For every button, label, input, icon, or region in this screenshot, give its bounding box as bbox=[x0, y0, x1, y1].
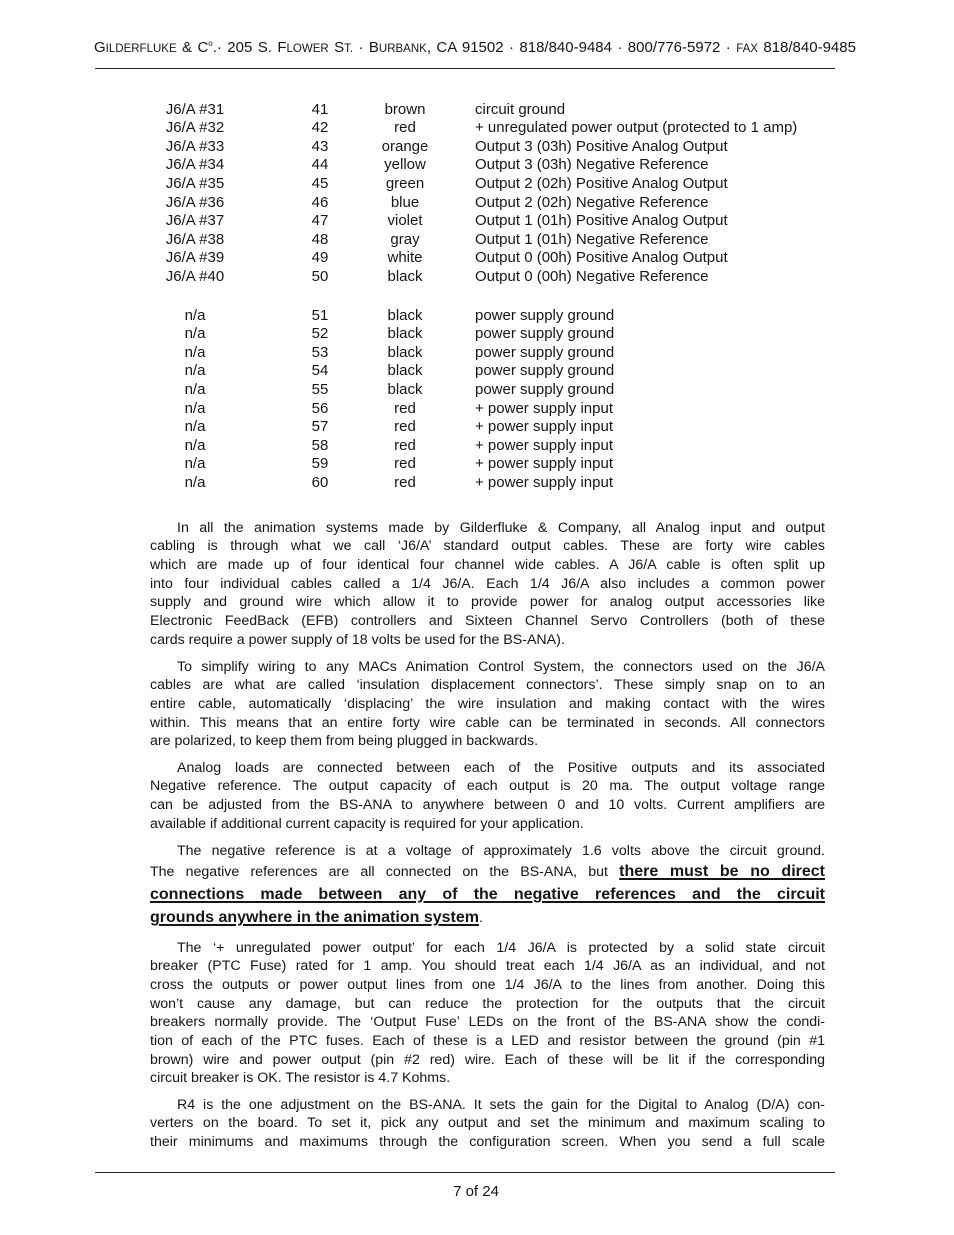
pin-number: 53 bbox=[311, 343, 329, 361]
pin-function: power supply ground bbox=[475, 362, 615, 380]
header-smallcaps-text: URBANK bbox=[378, 43, 427, 55]
pin-number: 57 bbox=[311, 418, 329, 436]
line-text: Negative reference. The output capacity of each output is 20 ma. The output voltage range bbox=[150, 778, 825, 795]
paragraph-line bbox=[150, 1114, 825, 1133]
pin-number: 47 bbox=[311, 212, 329, 230]
pin-function: Output 2 (02h) Positive Analog Output bbox=[475, 175, 728, 193]
pin-connector: J6/A #32 bbox=[165, 119, 225, 137]
paragraph-line bbox=[150, 519, 825, 538]
paragraph-line bbox=[150, 1051, 825, 1070]
pin-connector: n/a bbox=[184, 325, 206, 343]
paragraph-line bbox=[150, 658, 825, 677]
table-row bbox=[0, 400, 954, 419]
pin-number: 55 bbox=[311, 381, 329, 399]
pin-number: 60 bbox=[311, 474, 329, 492]
wire-color: black bbox=[387, 362, 423, 380]
pin-connector: n/a bbox=[184, 474, 206, 492]
pin-function: + power supply input bbox=[475, 436, 614, 454]
table-row bbox=[0, 138, 954, 157]
wire-color: red bbox=[394, 474, 416, 492]
header-smallcaps-text: FAX bbox=[736, 43, 758, 55]
header-smallcaps-text: LOWER bbox=[286, 43, 329, 55]
table-row bbox=[0, 156, 954, 175]
pin-number: 59 bbox=[311, 455, 329, 473]
paragraph-line bbox=[150, 883, 825, 906]
wire-color: red bbox=[394, 399, 416, 417]
paragraph-line bbox=[150, 815, 825, 834]
pin-connector: J6/A #36 bbox=[165, 193, 225, 211]
line-text: breaker (PTC Fuse) rated for 1 amp. You should treat each 1/4 J6/A as an individual, and not bbox=[150, 958, 825, 975]
paragraph-line bbox=[150, 1133, 825, 1152]
table-row bbox=[0, 325, 954, 344]
line-text: The negative references are all connected on the BS-ANA, but bbox=[150, 864, 620, 881]
paragraph-line bbox=[150, 1032, 825, 1051]
line-text: their minimums and maximums through the configuration screen. When you send a full scale bbox=[150, 1133, 825, 1150]
line-text: cables are what are called ‘insulation displacement connectors’. These simply snap on to an bbox=[150, 677, 825, 694]
line-text: are polarized, to keep them from being plugged in backwards. bbox=[150, 733, 539, 750]
wire-color: black bbox=[387, 343, 423, 361]
pin-function: Output 1 (01h) Negative Reference bbox=[475, 230, 709, 248]
header-text: 818/840-9485 bbox=[757, 39, 856, 56]
table-row bbox=[0, 175, 954, 194]
line-text: circuit breaker is OK. The resistor is 4.7 Kohms. bbox=[150, 1070, 451, 1087]
wire-color: yellow bbox=[384, 156, 426, 174]
header-text: B bbox=[368, 39, 379, 56]
header-text: & C bbox=[176, 39, 209, 56]
header-rule bbox=[95, 68, 835, 69]
line-text: The ‘+ unregulated power output’ for each 1/4 J6/A is protected by a solid state circuit bbox=[177, 939, 825, 956]
paragraph-line bbox=[150, 612, 825, 631]
wire-color: black bbox=[387, 268, 423, 286]
paragraph-line bbox=[150, 796, 825, 815]
line-text: To simplify wiring to any MACs Animation Control System, the connectors used on the J6/A bbox=[177, 658, 825, 675]
paragraph-line bbox=[150, 1013, 825, 1032]
line-text: brown) wire and power output (pin #2 red) wire. Each of these will be lit if the corresponding bbox=[150, 1051, 825, 1068]
line-text: breakers normally provide. The ‘Output Fuse’ LEDs on the front of the BS-ANA show the condi- bbox=[150, 1014, 825, 1031]
wire-color: black bbox=[387, 306, 423, 324]
table-row bbox=[0, 362, 954, 381]
header-smallcaps-text: T. bbox=[344, 43, 354, 55]
table-row bbox=[0, 344, 954, 363]
wire-color: orange bbox=[381, 137, 429, 155]
line-text: available if additional current capacity is required for your application. bbox=[150, 815, 584, 832]
pin-connector: J6/A #37 bbox=[165, 212, 225, 230]
line-text: cross the outputs or power output lines from one 1/4 J6/A to the lines from another. Doing this bbox=[150, 976, 825, 993]
table-row bbox=[0, 268, 954, 287]
pin-group bbox=[0, 101, 954, 287]
header-text: · bbox=[353, 39, 369, 56]
paragraph-line bbox=[150, 842, 825, 861]
wire-color: red bbox=[394, 455, 416, 473]
wire-color: black bbox=[387, 325, 423, 343]
pin-number: 46 bbox=[311, 193, 329, 211]
pin-number: 45 bbox=[311, 175, 329, 193]
pin-connector: n/a bbox=[184, 362, 206, 380]
pin-connector: J6/A #35 bbox=[165, 175, 225, 193]
line-text: can be adjusted from the BS-ANA to anywhere between 0 and 10 volts. Current amplifiers are bbox=[150, 796, 825, 813]
pin-function: Output 0 (00h) Positive Analog Output bbox=[475, 249, 728, 267]
line-text: which are made up of four identical four channel wide cables. A J6/A cable is often split up bbox=[150, 556, 825, 573]
table-row bbox=[0, 418, 954, 437]
wire-color: green bbox=[385, 175, 425, 193]
header-text: G bbox=[94, 39, 106, 56]
paragraph-line bbox=[150, 676, 825, 695]
pin-function: Output 3 (03h) Positive Analog Output bbox=[475, 137, 728, 155]
paragraph-line bbox=[150, 732, 825, 751]
line-text: The negative reference is at a voltage of approximately 1.6 volts above the circuit ground. bbox=[177, 842, 825, 859]
table-row bbox=[0, 119, 954, 138]
header-smallcaps-text: ILDERFLUKE bbox=[105, 43, 177, 55]
pin-function: power supply ground bbox=[475, 343, 615, 361]
pin-number: 52 bbox=[311, 325, 329, 343]
line-text: Analog loads are connected between each of the Positive outputs and its associated bbox=[177, 759, 825, 776]
pin-connector: n/a bbox=[184, 418, 206, 436]
paragraph-line bbox=[150, 906, 825, 929]
pin-number: 49 bbox=[311, 249, 329, 267]
pin-function: circuit ground bbox=[475, 100, 566, 118]
pin-connector: J6/A #40 bbox=[165, 268, 225, 286]
pin-number: 44 bbox=[311, 156, 329, 174]
line-text: cards require a power supply of 18 volts be used for the BS-ANA). bbox=[150, 631, 565, 648]
body-paragraph bbox=[150, 1096, 825, 1152]
pin-number: 56 bbox=[311, 399, 329, 417]
wire-color: violet bbox=[387, 212, 423, 230]
pin-function: power supply ground bbox=[475, 381, 615, 399]
wire-color: gray bbox=[390, 230, 420, 248]
header-text: .· 205 S. bbox=[212, 39, 278, 56]
line-text: In all the animation systems made by Gilderfluke & Company, all Analog input and output bbox=[177, 519, 825, 536]
pin-function: + power supply input bbox=[475, 418, 614, 436]
paragraph-line bbox=[150, 976, 825, 995]
pin-function: Output 0 (00h) Negative Reference bbox=[475, 268, 709, 286]
body-paragraph bbox=[150, 519, 825, 650]
pin-number: 58 bbox=[311, 436, 329, 454]
line-text: into four individual cables called a 1/4 J6/A. Each 1/4 J6/A also includes a common power bbox=[150, 575, 825, 592]
paragraph-line bbox=[150, 860, 825, 883]
paragraph-line bbox=[150, 631, 825, 650]
wire-color: brown bbox=[384, 100, 426, 118]
footer-rule bbox=[95, 1172, 835, 1173]
table-row bbox=[0, 437, 954, 456]
table-row bbox=[0, 455, 954, 474]
pin-function: power supply ground bbox=[475, 325, 615, 343]
pin-function: Output 1 (01h) Positive Analog Output bbox=[475, 212, 728, 230]
pin-number: 43 bbox=[311, 137, 329, 155]
wire-color: red bbox=[394, 119, 416, 137]
pin-function: + power supply input bbox=[475, 399, 614, 417]
line-text: Electronic FeedBack (EFB) controllers and Sixteen Channel Servo Controllers (both of these bbox=[150, 613, 825, 630]
paragraph-line bbox=[150, 556, 825, 575]
pin-number: 48 bbox=[311, 230, 329, 248]
pin-function: power supply ground bbox=[475, 306, 615, 324]
pin-connector: J6/A #34 bbox=[165, 156, 225, 174]
line-text: tion of each of the PTC fuses. Each of these is a LED and resistor between the ground (pin #1 bbox=[150, 1033, 825, 1050]
paragraph-line bbox=[150, 777, 825, 796]
paragraph-line bbox=[150, 593, 825, 612]
emphasized-warning-text: connections made between any of the negative references and the circuit bbox=[150, 886, 825, 904]
pin-number: 51 bbox=[311, 306, 329, 324]
paragraph-line bbox=[150, 575, 825, 594]
pin-connector: J6/A #39 bbox=[165, 249, 225, 267]
paragraph-line bbox=[150, 759, 825, 778]
wire-color: red bbox=[394, 436, 416, 454]
pin-function: + power supply input bbox=[475, 455, 614, 473]
body-paragraph bbox=[150, 658, 825, 751]
emphasized-warning-text: there must be no direct bbox=[619, 863, 825, 881]
table-row bbox=[0, 307, 954, 326]
pin-function: Output 3 (03h) Negative Reference bbox=[475, 156, 709, 174]
line-text: verters on the board. To set it, pick any output and set the minimum and maximum scaling to bbox=[150, 1115, 825, 1132]
table-row bbox=[0, 194, 954, 213]
table-row bbox=[0, 212, 954, 231]
table-row bbox=[0, 231, 954, 250]
pin-function: + unregulated power output (protected to 1 amp) bbox=[475, 119, 798, 137]
header-text: F bbox=[277, 39, 287, 56]
paragraph-line bbox=[150, 1069, 825, 1088]
pin-connector: J6/A #33 bbox=[165, 137, 225, 155]
paragraph-line bbox=[150, 995, 825, 1014]
pin-number: 50 bbox=[311, 268, 329, 286]
line-text: . bbox=[478, 910, 483, 927]
header-text: , CA 91502 · 818/840-9484 · 800/776-5972 · bbox=[426, 39, 737, 56]
table-row bbox=[0, 474, 954, 493]
pin-connector: n/a bbox=[184, 436, 206, 454]
pin-connector: n/a bbox=[184, 306, 206, 324]
wire-color: white bbox=[387, 249, 423, 267]
paragraph-line bbox=[150, 695, 825, 714]
line-text: R4 is the one adjustment on the BS-ANA. It sets the gain for the Digital to Analog (D/A) con- bbox=[177, 1096, 825, 1113]
pin-function: Output 2 (02h) Negative Reference bbox=[475, 193, 709, 211]
pin-connector: J6/A #31 bbox=[165, 100, 225, 118]
page-number: 7 of 24 bbox=[453, 1183, 499, 1200]
pin-connector: n/a bbox=[184, 399, 206, 417]
wire-color: red bbox=[394, 418, 416, 436]
running-header bbox=[94, 38, 856, 58]
body-paragraph bbox=[150, 759, 825, 834]
paragraph-line bbox=[150, 939, 825, 958]
body-paragraph bbox=[150, 939, 825, 1089]
header-text: S bbox=[328, 39, 345, 56]
line-text: won’t cause any damage, but can reduce the protection for the outputs that the circuit bbox=[150, 995, 825, 1012]
body-paragraph bbox=[150, 842, 825, 930]
pin-number: 42 bbox=[311, 119, 329, 137]
paragraph-line bbox=[150, 537, 825, 556]
pin-function: + power supply input bbox=[475, 474, 614, 492]
pin-connector: n/a bbox=[184, 343, 206, 361]
pin-number: 41 bbox=[311, 100, 329, 118]
line-text: within. This means that an entire forty wire cable can be terminated in seconds. All connectors bbox=[150, 714, 825, 731]
paragraph-line bbox=[150, 957, 825, 976]
wire-color: black bbox=[387, 381, 423, 399]
line-text: cabling is through what we call ‘J6/A’ standard output cables. These are forty wire cables bbox=[150, 538, 825, 555]
pin-number: 54 bbox=[311, 362, 329, 380]
pin-connector: J6/A #38 bbox=[165, 230, 225, 248]
header-superscript: o bbox=[208, 39, 213, 48]
line-text: entire cable, automatically ‘displacing’ the wire insulation and making contact with the wires bbox=[150, 695, 825, 712]
line-text: supply and ground wire which allow it to provide power for analog output accessories like bbox=[150, 594, 825, 611]
pin-connector: n/a bbox=[184, 381, 206, 399]
emphasized-warning-text: grounds anywhere in the animation system bbox=[150, 909, 479, 927]
paragraph-line bbox=[150, 714, 825, 733]
table-row bbox=[0, 381, 954, 400]
table-row bbox=[0, 249, 954, 268]
paragraph-line bbox=[150, 1096, 825, 1115]
wire-color: blue bbox=[390, 193, 420, 211]
table-row bbox=[0, 101, 954, 120]
pin-group bbox=[0, 307, 954, 493]
pin-connector: n/a bbox=[184, 455, 206, 473]
